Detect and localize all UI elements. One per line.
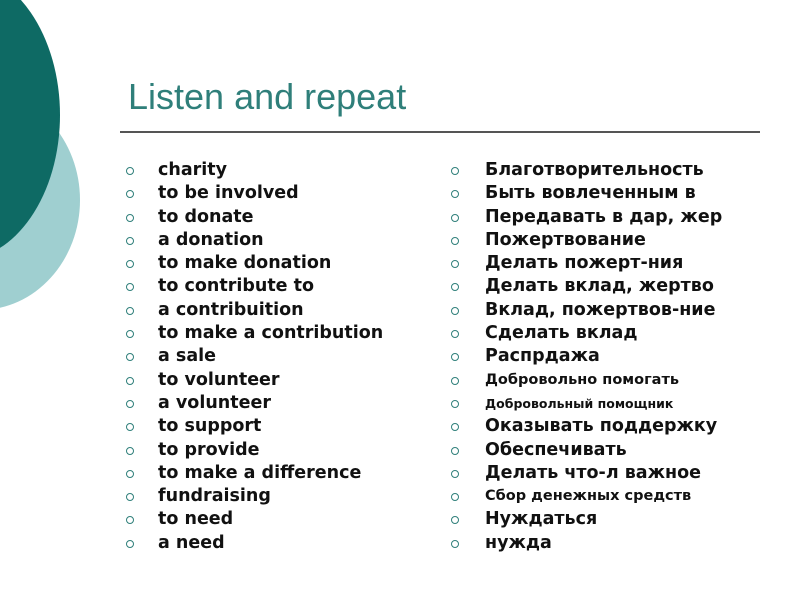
slide-title: Listen and repeat bbox=[128, 76, 407, 117]
bullet-icon bbox=[126, 283, 134, 291]
russian-term: Обеспечивать bbox=[485, 439, 627, 460]
list-item bbox=[120, 322, 430, 345]
list-item bbox=[445, 462, 790, 485]
bullet-icon bbox=[126, 540, 134, 548]
english-term: to be involved bbox=[158, 183, 299, 204]
list-item bbox=[445, 532, 790, 555]
bullet-icon bbox=[126, 377, 134, 385]
bullet-icon bbox=[126, 307, 134, 315]
russian-term: Благотворительность bbox=[485, 160, 704, 180]
russian-term: Добровольно помогать bbox=[485, 371, 680, 388]
bullet-icon bbox=[451, 214, 459, 222]
english-term: to make donation bbox=[158, 253, 332, 274]
russian-term: Делать пожерт-ния bbox=[485, 253, 684, 274]
bullet-icon bbox=[451, 167, 459, 175]
russian-term: Распрдажа bbox=[485, 346, 600, 367]
russian-term: Добровольный помощник bbox=[485, 395, 674, 411]
english-term: to provide bbox=[158, 439, 260, 460]
bullet-icon bbox=[451, 377, 459, 385]
english-term: to donate bbox=[158, 206, 254, 227]
english-word-list bbox=[120, 159, 430, 555]
bullet-icon bbox=[126, 423, 134, 431]
list-item bbox=[120, 252, 430, 275]
list-item bbox=[120, 508, 430, 531]
russian-term: Делать что-л важное bbox=[485, 462, 702, 483]
bullet-icon bbox=[126, 400, 134, 408]
list-item bbox=[120, 206, 430, 229]
list-item bbox=[120, 392, 430, 415]
russian-term: Сделать вклад bbox=[485, 323, 638, 344]
list-item bbox=[120, 439, 430, 462]
russian-term: Быть вовлеченным в bbox=[485, 183, 696, 204]
list-item bbox=[120, 299, 430, 322]
list-item bbox=[445, 275, 790, 298]
bullet-icon bbox=[451, 540, 459, 548]
bullet-icon bbox=[126, 470, 134, 478]
list-item bbox=[445, 182, 790, 205]
russian-term: Нуждаться bbox=[485, 509, 598, 530]
list-item bbox=[120, 345, 430, 368]
english-term: to volunteer bbox=[158, 369, 280, 390]
english-term: to need bbox=[158, 509, 234, 530]
list-item bbox=[120, 462, 430, 485]
list-item bbox=[445, 159, 790, 182]
list-item bbox=[445, 415, 790, 438]
russian-term: Сбор денежных средств bbox=[485, 488, 692, 505]
bullet-icon bbox=[451, 400, 459, 408]
list-item bbox=[120, 182, 430, 205]
russian-term: Оказывать поддержку bbox=[485, 416, 718, 437]
bullet-icon bbox=[126, 447, 134, 455]
english-term: fundraising bbox=[158, 486, 271, 507]
bullet-icon bbox=[451, 447, 459, 455]
bullet-icon bbox=[451, 283, 459, 291]
english-term: charity bbox=[158, 160, 228, 180]
list-item bbox=[120, 229, 430, 252]
english-term: to make a difference bbox=[158, 462, 362, 483]
list-item bbox=[445, 369, 790, 392]
russian-translation-list bbox=[445, 159, 790, 555]
list-item bbox=[445, 206, 790, 229]
russian-term: нужда bbox=[485, 532, 552, 553]
bullet-icon bbox=[451, 307, 459, 315]
list-item bbox=[445, 322, 790, 345]
list-item bbox=[445, 345, 790, 368]
bullet-icon bbox=[126, 214, 134, 222]
list-item bbox=[120, 532, 430, 555]
list-item bbox=[445, 508, 790, 531]
list-item bbox=[120, 415, 430, 438]
bullet-icon bbox=[126, 237, 134, 245]
english-term: to make a contribution bbox=[158, 323, 384, 344]
bullet-icon bbox=[451, 237, 459, 245]
bullet-icon bbox=[451, 260, 459, 268]
list-item bbox=[445, 252, 790, 275]
list-item bbox=[445, 439, 790, 462]
bullet-icon bbox=[126, 330, 134, 338]
english-term: a need bbox=[158, 532, 225, 553]
english-term: a volunteer bbox=[158, 392, 271, 413]
bullet-icon bbox=[126, 260, 134, 268]
english-term: a donation bbox=[158, 229, 264, 250]
bullet-icon bbox=[451, 470, 459, 478]
bullet-icon bbox=[451, 330, 459, 338]
list-item bbox=[445, 485, 790, 508]
bullet-icon bbox=[126, 493, 134, 501]
list-item bbox=[120, 369, 430, 392]
list-item bbox=[445, 299, 790, 322]
bullet-icon bbox=[451, 516, 459, 524]
list-item bbox=[445, 229, 790, 252]
bullet-icon bbox=[451, 353, 459, 361]
list-item bbox=[445, 392, 790, 415]
list-item bbox=[120, 485, 430, 508]
bullet-icon bbox=[451, 493, 459, 501]
bullet-icon bbox=[126, 167, 134, 175]
english-term: to contribute to bbox=[158, 276, 315, 297]
english-term: a contribuition bbox=[158, 299, 304, 320]
english-term: to support bbox=[158, 416, 262, 437]
russian-term: Делать вклад, жертво bbox=[485, 276, 714, 297]
russian-term: Вклад, пожертвов-ние bbox=[485, 299, 716, 320]
bullet-icon bbox=[451, 190, 459, 198]
bullet-icon bbox=[126, 516, 134, 524]
bullet-icon bbox=[126, 190, 134, 198]
title-divider bbox=[120, 131, 760, 133]
list-item bbox=[120, 159, 430, 182]
russian-term: Пожертвование bbox=[485, 229, 646, 250]
russian-term: Передавать в дар, жер bbox=[485, 206, 723, 227]
bullet-icon bbox=[126, 353, 134, 361]
english-term: a sale bbox=[158, 346, 216, 367]
bullet-icon bbox=[451, 423, 459, 431]
list-item bbox=[120, 275, 430, 298]
